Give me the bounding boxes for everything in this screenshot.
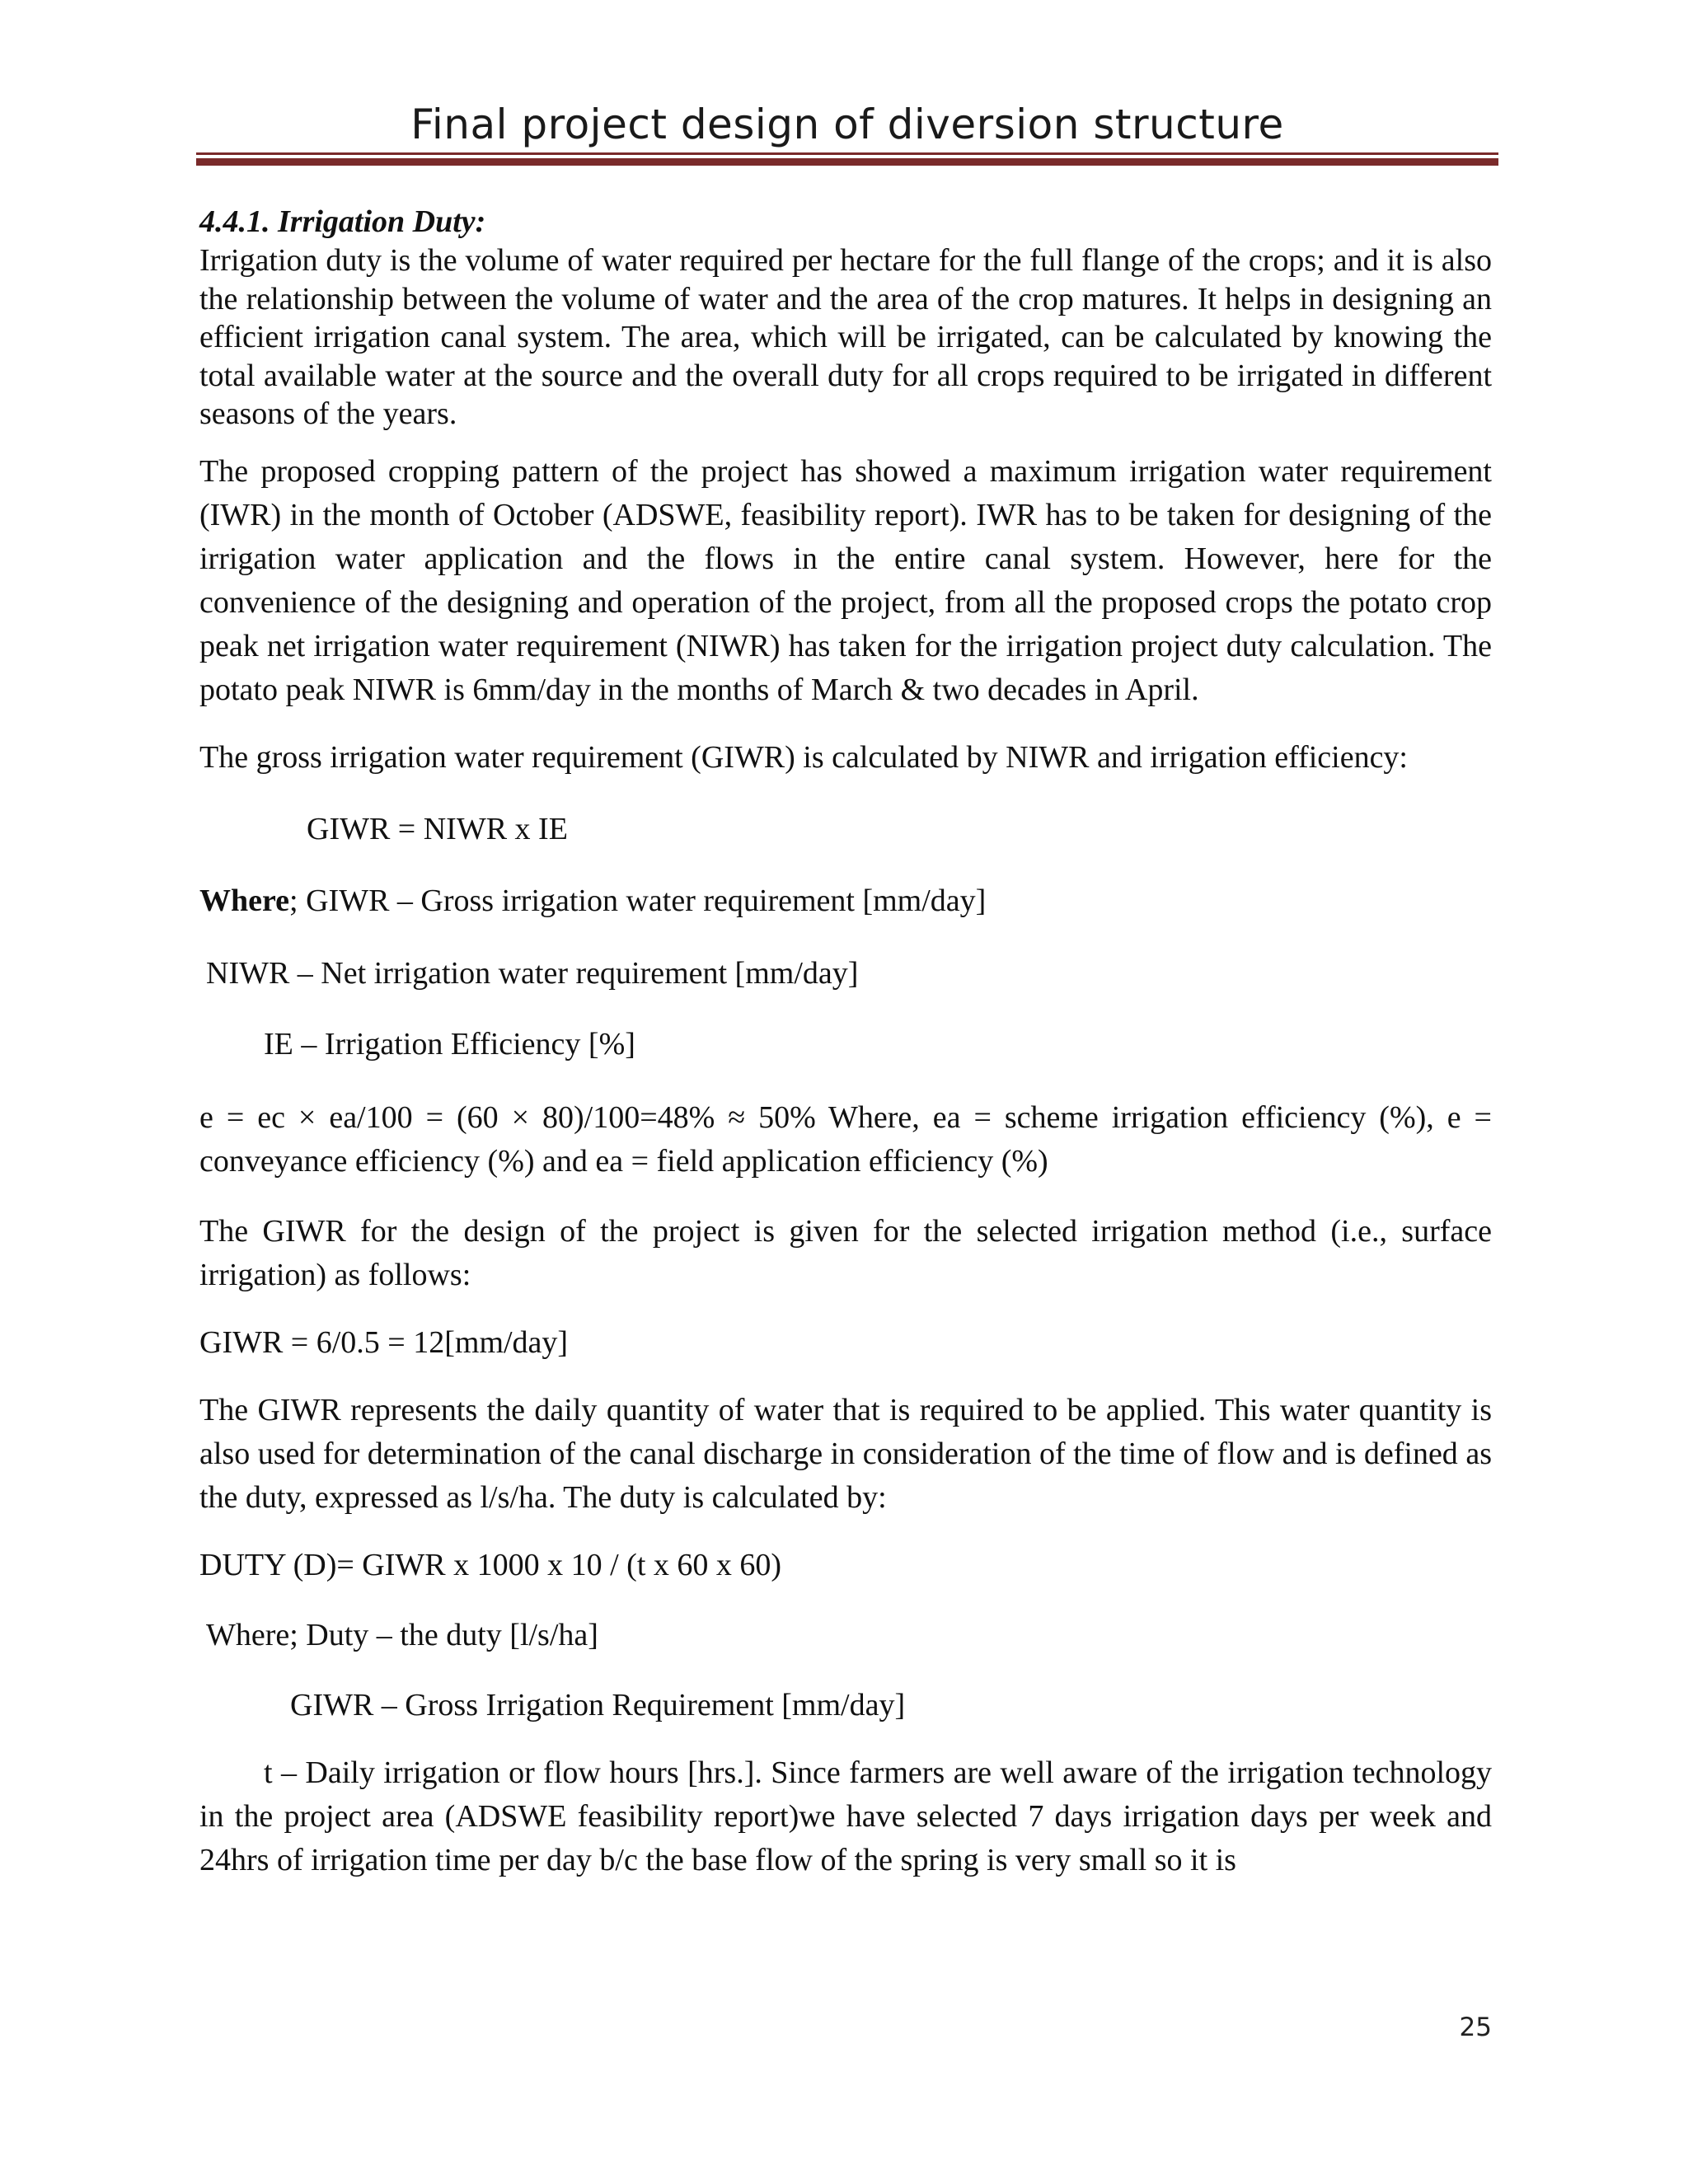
header-rule-thick [196,158,1498,166]
paragraph-cropping-pattern: The proposed cropping pattern of the project has showed a maximum irrigation water requirement (IWR) in the month of October (ADSWE, feasibility report). IWR has to be taken for designing of the irrigation water application and the flows in the entire canal system. However, here for the convenience of the designing and operation of the project, from all the proposed crops the potato crop peak net irrigation water requirement (NIWR) has taken for the irrigation project duty calculation. The potato peak NIWR is 6mm/day in the months of March & two decades in April. [199,453,1492,707]
page-header-title: Final project design of diversion structure [410,101,1284,148]
efficiency-formula: e = ec × ea/100 = (60 × 80)/100=48% ≈ 50% Where, ea = scheme irrigation efficiency (%), e = conveyance efficiency (%) and ea = field application efficiency (%) [199,1099,1492,1179]
page-number: 25 [1459,2013,1492,2042]
paragraph-irrigation-duty: Irrigation duty is the volume of water required per hectare for the full flange of the crops; and it is also the relationship between the volume of water and the area of the crop matures. It helps in designing an efficient irrigation canal system. The area, which will be irrigated, can be calculated by knowing the total available water at the source and the overall duty for all crops required to be irrigated in different seasons of the years. [199,243,1492,431]
flow-hours-lead: t – Daily irrigation or flow hours [hrs.]. [264,1755,762,1790]
where-definition-giwr [199,882,1492,921]
paragraph-giwr-design: The GIWR for the design of the project is given for the selected irrigation method (i.e., surface irrigation) as follows: [199,1213,1492,1292]
definition-ie: IE – Irrigation Efficiency [%] [264,1026,635,1062]
header-rule-thin [196,152,1498,155]
equation-giwr: GIWR = NIWR x IE [307,811,568,846]
where-definition-duty: Where; Duty – the duty [l/s/ha] [206,1617,598,1652]
flow-hours-rest: Since farmers are well aware of the irrigation technology in the project area (ADSWE feasibility report)we have selected 7 days irrigation days per week and 24hrs of irrigation time per day b/c the base flow of the spring is very small so it is [199,1755,1492,1877]
paragraph-flow-hours [199,1751,1492,1882]
section-heading: 4.4.1. Irrigation Duty: [199,204,486,239]
where-giwr-text: ; GIWR – Gross irrigation water requirement [mm/day] [289,883,987,918]
definition-niwr: NIWR – Net irrigation water requirement [mm/day] [206,955,859,991]
paragraph-giwr-description: The GIWR represents the daily quantity of water that is required to be applied. This water quantity is also used for determination of the canal discharge in consideration of the time of flow and is defined as the duty, expressed as l/s/ha. The duty is calculated by: [199,1392,1492,1515]
definition-giwr: GIWR – Gross Irrigation Requirement [mm/day] [290,1687,906,1722]
page-content [199,202,1492,1882]
giwr-calculation: GIWR = 6/0.5 = 12[mm/day] [199,1324,569,1360]
where-label: Where [199,883,290,918]
paragraph-giwr-intro: The gross irrigation water requirement (GIWR) is calculated by NIWR and irrigation efficiency: [199,739,1408,775]
equation-duty: DUTY (D)= GIWR x 1000 x 10 / (t x 60 x 60) [199,1547,782,1582]
